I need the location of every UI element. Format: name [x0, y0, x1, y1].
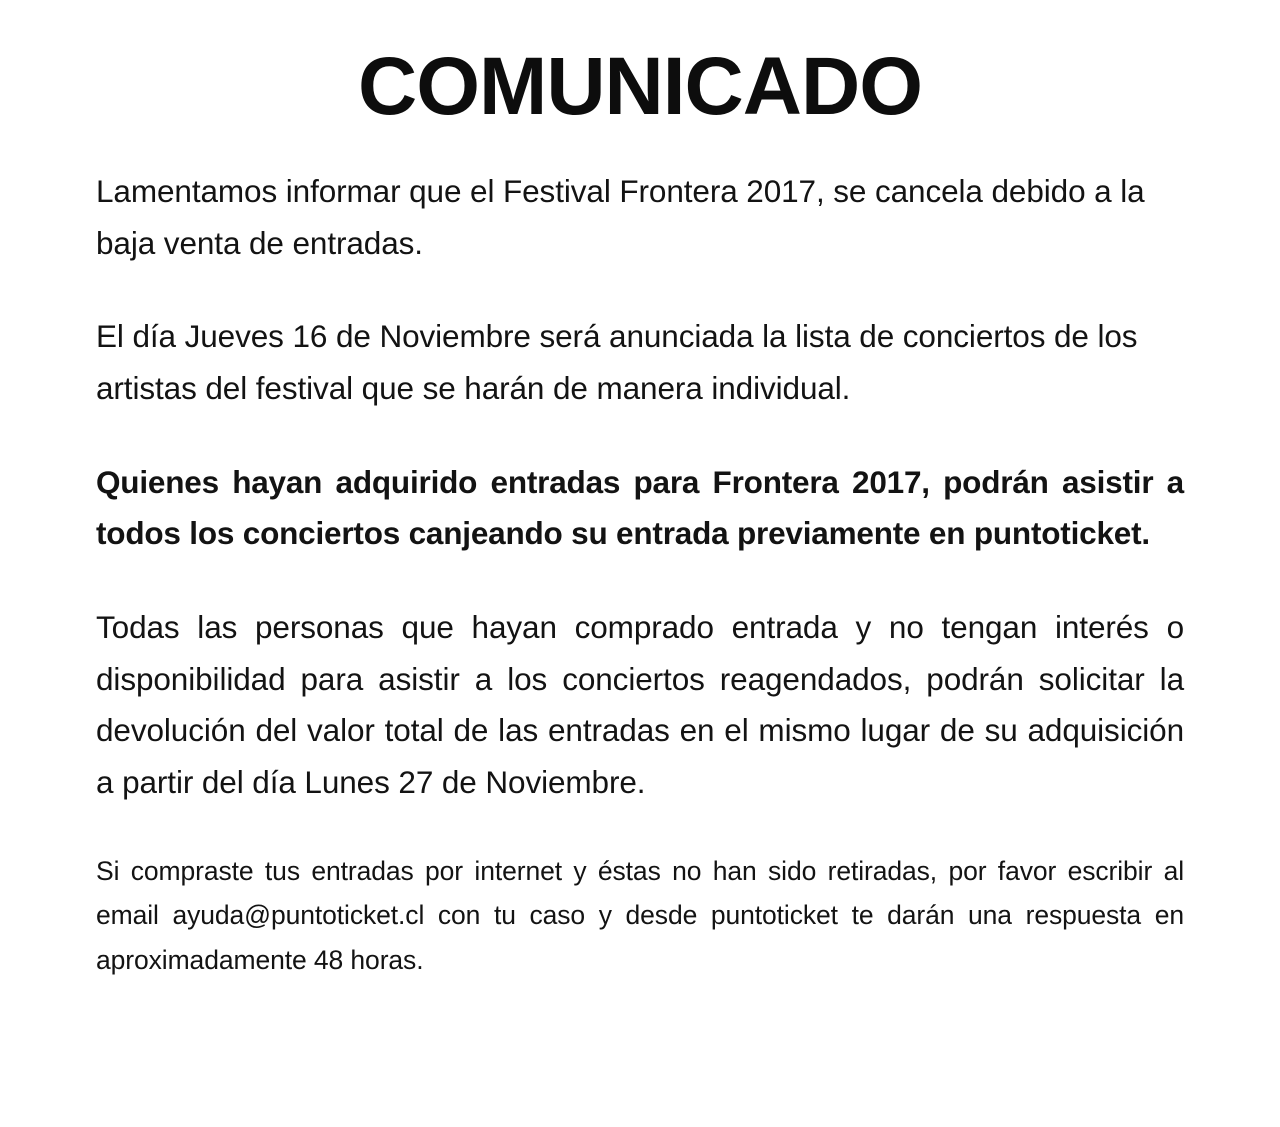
paragraph-announcement-date: El día Jueves 16 de Noviembre será anunciada la lista de conciertos de los artistas del festival que se harán de manera individual. — [96, 318, 1138, 407]
paragraph-refund-policy: Todas las personas que hayan comprado entrada y no tengan interés o disponibilidad para asistir a los conciertos reagendados, podrán solicitar la devolución del valor total de las entradas en el mismo lugar de su adquisición a partir del día Lunes 27 de Noviembre. — [96, 609, 1184, 800]
paragraph-cancellation-notice: Lamentamos informar que el Festival Frontera 2017, se cancela debido a la baja venta de entradas. — [96, 173, 1145, 261]
page-title: COMUNICADO — [358, 41, 922, 132]
paragraph-ticket-exchange: Quienes hayan adquirido entradas para Frontera 2017, podrán asistir a todos los conciertos canjeando su entrada previamente en puntoticket. — [96, 463, 1184, 552]
paragraph-online-purchase-support: Si compraste tus entradas por internet y éstas no han sido retiradas, por favor escribir al email ayuda@puntoticket.cl con tu caso y desde puntoticket te darán una respuesta en aproximadamente 48 horas. — [96, 855, 1184, 975]
